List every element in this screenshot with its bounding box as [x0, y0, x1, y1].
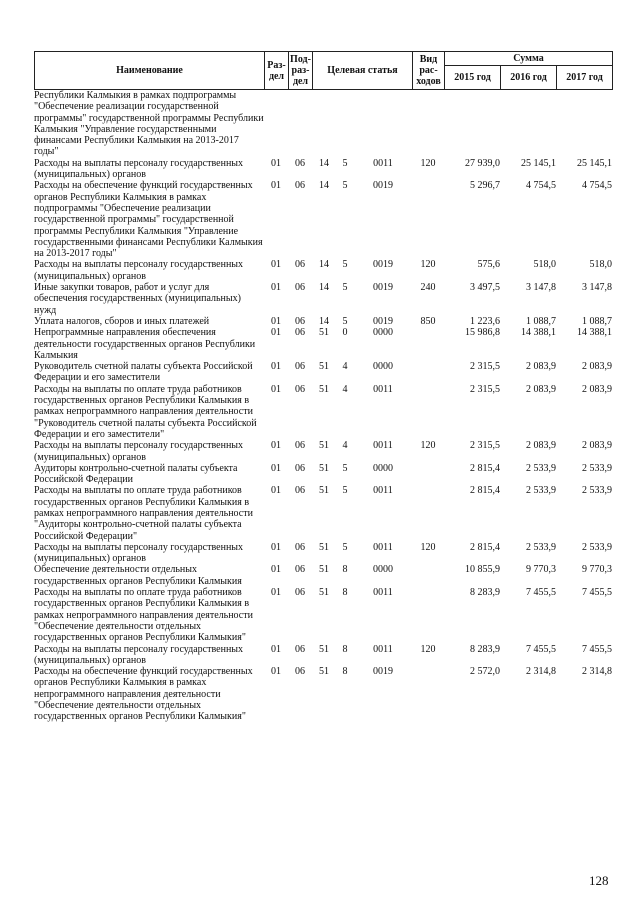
- target-program-cell: 14: [319, 315, 329, 327]
- amount-2015-cell: 15 986,8: [465, 327, 500, 339]
- target-program-cell: 14: [319, 282, 329, 294]
- target-subprogram-cell: 8: [342, 587, 348, 599]
- target-direction-cell: [354, 90, 412, 158]
- table-row: [34, 587, 612, 643]
- table-row: [34, 485, 612, 541]
- podrazdel-cell: 06: [295, 440, 305, 452]
- amount-2016-cell: 2 533,9: [526, 541, 556, 553]
- target-direction-cell: 0011: [373, 440, 393, 452]
- target-direction-cell: 0000: [373, 462, 393, 474]
- razdel-cell: 01: [271, 282, 281, 294]
- target-direction-cell: 0019: [373, 666, 393, 678]
- amount-2016-cell: 4 754,5: [526, 180, 556, 192]
- table-row: [34, 316, 612, 327]
- amount-2017-cell: 2 083,9: [582, 383, 612, 395]
- amount-2017-cell: 3 147,8: [582, 282, 612, 294]
- target-program-cell: 51: [319, 440, 329, 452]
- row-name: Расходы на выплаты по оплате труда работников государственных органов Республики Калмыкия в рамках непрограммного направления деятельности "Руководитель счетной палаты субъекта Российской Федерации и его заместители": [34, 383, 257, 440]
- row-name: Аудиторы контрольно-счетной палаты субъекта Российской Федерации: [34, 462, 238, 486]
- podrazdel-cell: 06: [295, 157, 305, 169]
- amount-2016-cell: 9 770,3: [526, 564, 556, 576]
- table-row: [34, 158, 612, 181]
- amount-2016-cell: 2 314,8: [526, 666, 556, 678]
- podrazdel-cell: 06: [295, 282, 305, 294]
- budget-table: [34, 90, 612, 723]
- podrazdel-cell: 06: [295, 541, 305, 553]
- amount-2016-cell: [500, 90, 556, 158]
- table-row: [34, 259, 612, 282]
- header-year-2015: 2015 год: [445, 66, 501, 90]
- target-subprogram-cell: 5: [342, 315, 348, 327]
- row-name: Расходы на выплаты персоналу государственных (муниципальных) органов: [34, 643, 244, 666]
- amount-2017-cell: 2 533,9: [582, 462, 612, 474]
- target-program-cell: 51: [319, 564, 329, 576]
- expense-type-cell: 120: [420, 157, 436, 169]
- razdel-cell: 01: [271, 361, 281, 373]
- amount-2017-cell: 7 455,5: [582, 587, 612, 599]
- header-celevaya-statya: Целевая статья: [313, 52, 413, 90]
- amount-2015-cell: 1 223,6: [470, 315, 500, 327]
- target-subprogram-cell: [336, 90, 354, 158]
- amount-2015-cell: 2 315,5: [470, 383, 500, 395]
- target-direction-cell: 0019: [373, 259, 393, 271]
- row-name: Расходы на выплаты персоналу государственных (муниципальных) органов: [34, 259, 244, 282]
- row-name: Обеспечение деятельности отдельных государственных органов Республики Калмыкия: [34, 564, 242, 587]
- amount-2015-cell: [444, 90, 500, 158]
- razdel-cell: 01: [271, 157, 281, 169]
- expense-type-cell: 120: [420, 440, 436, 452]
- target-program-cell: 14: [319, 259, 329, 271]
- amount-2017-cell: 2 533,9: [582, 541, 612, 553]
- amount-2015-cell: 575,6: [477, 259, 500, 271]
- expense-type-cell: 240: [420, 282, 436, 294]
- target-program-cell: 51: [319, 361, 329, 373]
- amount-2016-cell: 2 533,9: [526, 485, 556, 497]
- amount-2017-cell: 2 314,8: [582, 666, 612, 678]
- razdel-cell: 01: [271, 259, 281, 271]
- podrazdel-cell: 06: [295, 666, 305, 678]
- table-row: [34, 282, 612, 316]
- table-header: [34, 51, 613, 90]
- razdel-cell: 01: [271, 564, 281, 576]
- amount-2017-cell: 14 388,1: [577, 327, 612, 339]
- podrazdel-cell: 06: [295, 462, 305, 474]
- target-subprogram-cell: 5: [342, 259, 348, 271]
- row-name: Расходы на обеспечение функций государственных органов Республики Калмыкия в рамках непрограммного направления деятельности "Обеспечение деятельности отдельных государственных органов Республики Калмыкия": [34, 666, 253, 723]
- amount-2017-cell: 2 083,9: [582, 361, 612, 373]
- expense-type-cell: [412, 90, 444, 158]
- row-name: Республики Калмыкия в рамках подпрограммы "Обеспечение реализации государственной программы" государственной программы Республики Калмыкия "Управление государственными финансами Республики Калмыкия на 2013-2017 годы": [34, 90, 264, 158]
- row-name: Расходы на выплаты персоналу государственных (муниципальных) органов: [34, 157, 244, 181]
- target-program-cell: 51: [319, 643, 329, 655]
- target-direction-cell: 0011: [373, 157, 393, 169]
- table-row: [34, 180, 612, 259]
- podrazdel-cell: 06: [295, 564, 305, 576]
- podrazdel-cell: 06: [295, 587, 305, 599]
- razdel-cell: [264, 90, 288, 158]
- amount-2017-cell: 7 455,5: [582, 643, 612, 655]
- target-program-cell: 51: [319, 485, 329, 497]
- target-direction-cell: 0000: [373, 564, 393, 576]
- amount-2016-cell: 518,0: [533, 259, 556, 271]
- amount-2015-cell: 2 815,4: [470, 462, 500, 474]
- target-direction-cell: 0019: [373, 282, 393, 294]
- header-year-2016: 2016 год: [501, 66, 557, 90]
- header-podrazdel: Под-раз-дел: [289, 52, 313, 90]
- header-summa: Сумма: [445, 52, 613, 66]
- target-program-cell: 51: [319, 666, 329, 678]
- target-program-cell: 51: [319, 587, 329, 599]
- table-row: [34, 644, 612, 667]
- target-subprogram-cell: 5: [342, 485, 348, 497]
- target-subprogram-cell: 5: [342, 157, 348, 169]
- row-name: Расходы на выплаты по оплате труда работников государственных органов Республики Калмыкия в рамках непрограммного направления деятельности "Аудиторы контрольно-счетной палаты субъекта Российской Федерации": [34, 485, 253, 542]
- amount-2017-cell: [556, 90, 612, 158]
- target-direction-cell: 0011: [373, 587, 393, 599]
- podrazdel-cell: 06: [295, 643, 305, 655]
- razdel-cell: 01: [271, 541, 281, 553]
- amount-2017-cell: 4 754,5: [582, 180, 612, 192]
- table-row: [34, 542, 612, 565]
- amount-2015-cell: 27 939,0: [465, 157, 500, 169]
- amount-2017-cell: 25 145,1: [577, 157, 612, 169]
- table-row: [34, 327, 612, 361]
- target-direction-cell: 0019: [373, 180, 393, 192]
- amount-2015-cell: 2 572,0: [470, 666, 500, 678]
- target-subprogram-cell: 4: [342, 383, 348, 395]
- amount-2015-cell: 3 497,5: [470, 282, 500, 294]
- table-row: [34, 666, 612, 722]
- razdel-cell: 01: [271, 485, 281, 497]
- razdel-cell: 01: [271, 643, 281, 655]
- table-row: [34, 384, 612, 440]
- target-subprogram-cell: 0: [342, 327, 348, 339]
- amount-2017-cell: 2 533,9: [582, 485, 612, 497]
- amount-2016-cell: 3 147,8: [526, 282, 556, 294]
- expense-type-cell: 850: [420, 315, 436, 327]
- amount-2016-cell: 2 083,9: [526, 361, 556, 373]
- header-vid-rashodov: Вид рас-ходов: [413, 52, 445, 90]
- expense-type-cell: 120: [420, 541, 436, 553]
- amount-2017-cell: 2 083,9: [582, 440, 612, 452]
- target-program-cell: 14: [319, 180, 329, 192]
- amount-2016-cell: 2 533,9: [526, 462, 556, 474]
- target-program-cell: 51: [319, 327, 329, 339]
- target-program-cell: 51: [319, 462, 329, 474]
- table-row: [34, 463, 612, 486]
- amount-2016-cell: 14 388,1: [521, 327, 556, 339]
- row-name: Иные закупки товаров, работ и услуг для обеспечения государственных (муниципальных) нужд: [34, 282, 241, 316]
- expense-type-cell: 120: [420, 259, 436, 271]
- table-row: [34, 361, 612, 384]
- expense-type-cell: [412, 564, 444, 587]
- table-row: [34, 90, 612, 158]
- target-direction-cell: 0011: [373, 541, 393, 553]
- target-program-cell: 51: [319, 541, 329, 553]
- target-subprogram-cell: 5: [342, 541, 348, 553]
- row-name: Расходы на обеспечение функций государственных органов Республики Калмыкия в рамках подпрограммы "Обеспечение реализации государственной программы" государственной программы Республики Калмыкия "Управление государственными финансами Республики Калмыкия на 2013-2017 годы": [34, 180, 263, 260]
- razdel-cell: 01: [271, 462, 281, 474]
- amount-2016-cell: 2 083,9: [526, 440, 556, 452]
- podrazdel-cell: 06: [295, 485, 305, 497]
- target-program-cell: 14: [319, 157, 329, 169]
- amount-2015-cell: 2 815,4: [470, 485, 500, 497]
- amount-2015-cell: 2 815,4: [470, 541, 500, 553]
- amount-2016-cell: 7 455,5: [526, 643, 556, 655]
- razdel-cell: 01: [271, 327, 281, 339]
- amount-2016-cell: 7 455,5: [526, 587, 556, 599]
- header-name: Наименование: [35, 52, 265, 90]
- podrazdel-cell: 06: [295, 361, 305, 373]
- podrazdel-cell: 06: [295, 327, 305, 339]
- amount-2017-cell: 1 088,7: [582, 315, 612, 327]
- expense-type-cell: [412, 587, 444, 643]
- target-direction-cell: 0000: [373, 327, 393, 339]
- row-name: Расходы на выплаты персоналу государственных (муниципальных) органов: [34, 541, 244, 565]
- expense-type-cell: [412, 485, 444, 541]
- header-year-2017: 2017 год: [557, 66, 613, 90]
- target-direction-cell: 0011: [373, 643, 393, 655]
- podrazdel-cell: 06: [295, 315, 305, 327]
- page-number: 128: [589, 873, 609, 888]
- amount-2015-cell: 2 315,5: [470, 440, 500, 452]
- table-row: [34, 440, 612, 463]
- target-direction-cell: 0011: [373, 485, 393, 497]
- row-name: Уплата налогов, сборов и иных платежей: [34, 315, 210, 327]
- target-direction-cell: 0000: [373, 361, 393, 373]
- amount-2015-cell: 8 283,9: [470, 643, 500, 655]
- row-name: Расходы на выплаты персоналу государственных (муниципальных) органов: [34, 440, 244, 463]
- amount-2015-cell: 5 296,7: [470, 180, 500, 192]
- expense-type-cell: [412, 361, 444, 384]
- expense-type-cell: [412, 327, 444, 361]
- amount-2017-cell: 518,0: [589, 259, 612, 271]
- podrazdel-cell: 06: [295, 259, 305, 271]
- razdel-cell: 01: [271, 666, 281, 678]
- amount-2016-cell: 1 088,7: [526, 315, 556, 327]
- podrazdel-cell: 06: [295, 180, 305, 192]
- target-subprogram-cell: 5: [342, 180, 348, 192]
- target-subprogram-cell: 5: [342, 462, 348, 474]
- expense-type-cell: [412, 666, 444, 722]
- razdel-cell: 01: [271, 315, 281, 327]
- amount-2016-cell: 2 083,9: [526, 383, 556, 395]
- amount-2015-cell: 10 855,9: [465, 564, 500, 576]
- expense-type-cell: [412, 463, 444, 486]
- target-program-cell: [312, 90, 336, 158]
- row-name: Непрограммные направления обеспечения деятельности государственных органов Республики Калмыкия: [34, 327, 256, 361]
- target-subprogram-cell: 4: [342, 440, 348, 452]
- target-direction-cell: 0019: [373, 315, 393, 327]
- target-subprogram-cell: 8: [342, 666, 348, 678]
- document-page: [34, 51, 612, 723]
- row-name: Расходы на выплаты по оплате труда работников государственных органов Республики Калмыкия в рамках непрограммного направления деятельности "Обеспечение деятельности отдельных государственных органов Республики Калмыкия": [34, 587, 253, 644]
- amount-2016-cell: 25 145,1: [521, 157, 556, 169]
- target-subprogram-cell: 4: [342, 361, 348, 373]
- expense-type-cell: [412, 180, 444, 259]
- podrazdel-cell: 06: [295, 383, 305, 395]
- target-direction-cell: 0011: [373, 383, 393, 395]
- header-razdel: Раз-дел: [265, 52, 289, 90]
- target-subprogram-cell: 8: [342, 643, 348, 655]
- amount-2017-cell: 9 770,3: [582, 564, 612, 576]
- target-subprogram-cell: 8: [342, 564, 348, 576]
- razdel-cell: 01: [271, 587, 281, 599]
- podrazdel-cell: [288, 90, 312, 158]
- razdel-cell: 01: [271, 180, 281, 192]
- amount-2015-cell: 2 315,5: [470, 361, 500, 373]
- table-row: [34, 564, 612, 587]
- razdel-cell: 01: [271, 440, 281, 452]
- row-name: Руководитель счетной палаты субъекта Российской Федерации и его заместители: [34, 361, 253, 384]
- target-program-cell: 51: [319, 383, 329, 395]
- amount-2015-cell: 8 283,9: [470, 587, 500, 599]
- razdel-cell: 01: [271, 383, 281, 395]
- target-subprogram-cell: 5: [342, 282, 348, 294]
- expense-type-cell: 120: [420, 643, 436, 655]
- expense-type-cell: [412, 384, 444, 440]
